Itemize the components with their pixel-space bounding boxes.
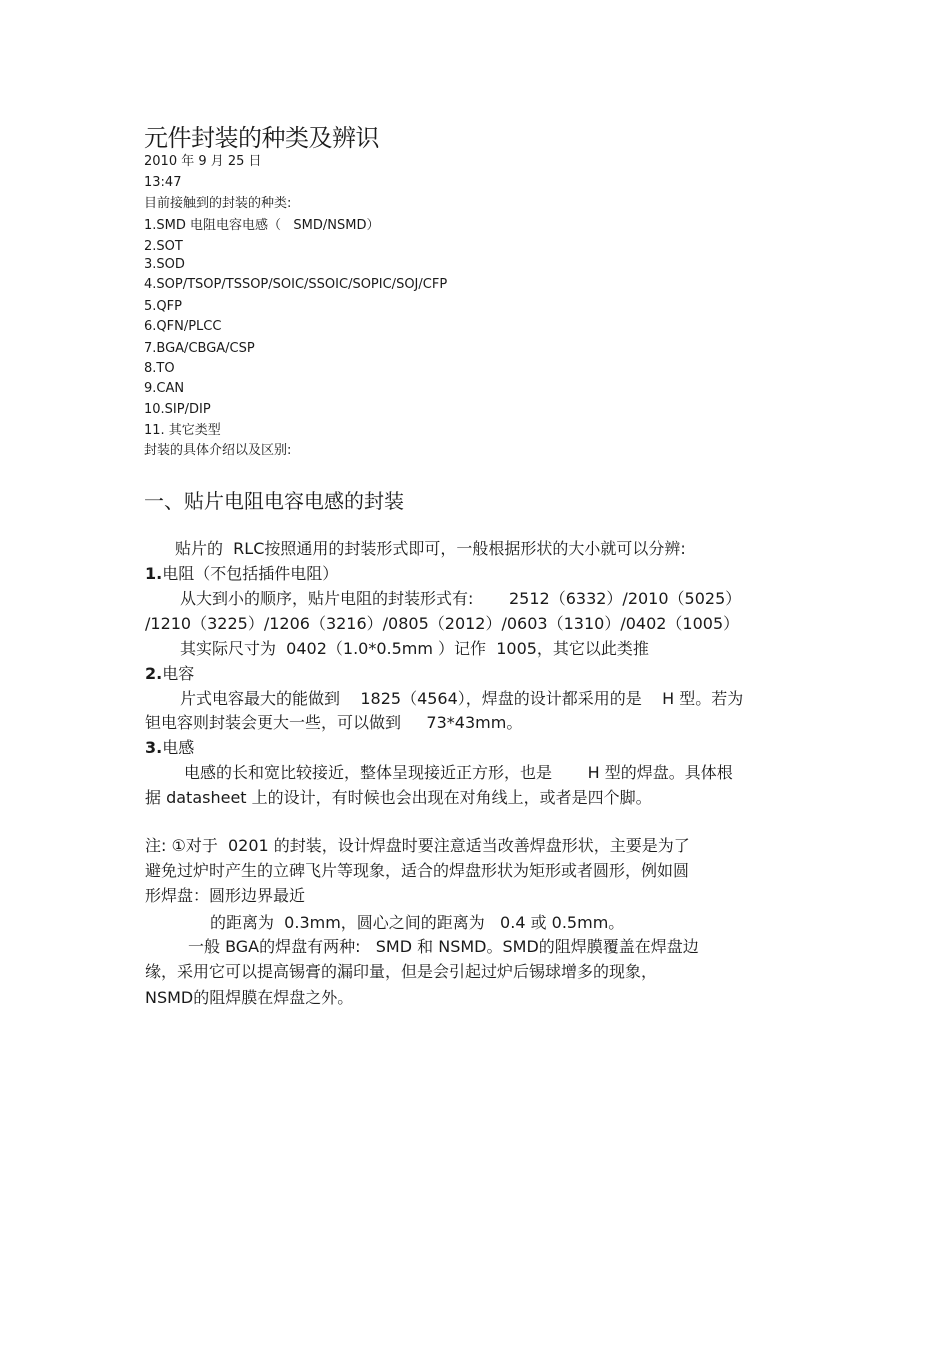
list-item: 2.SOT [144,239,183,254]
bga-line: 一般 BGA的焊盘有两种: SMD 和 NSMD。SMD的阻焊膜覆盖在焊盘边 [188,937,699,956]
list-item: 7.BGA/CBGA/CSP [144,341,255,356]
note-line: 注: ①对于 0201 的封装，设计焊盘时要注意适当改善焊盘形状，主要是为了 [145,836,690,855]
resistor-heading [145,564,338,584]
bga-line: 缘，采用它可以提高锡膏的漏印量，但是会引起过炉后锡球增多的现象， [145,962,658,981]
list-item: 10.SIP/DIP [144,402,211,417]
date-line: 2010 年 9 月 25 日 [144,154,262,169]
detail-intro: 封装的具体介绍以及区别: [144,443,292,458]
inductor-line: 据 datasheet 上的设计，有时候也会出现在对角线上，或者是四个脚。 [145,788,652,807]
capacitor-line: 片式电容最大的能做到 1825（4564），焊盘的设计都采用的是 H 型。若为 [180,689,744,708]
note-line: 的距离为 0.3mm，圆心之间的距离为 0.4 或 0.5mm。 [210,913,625,932]
list-item: 3.SOD [144,257,185,272]
note-line: 避免过炉时产生的立碑飞片等现象，适合的焊盘形状为矩形或者圆形，例如圆 [145,861,690,880]
note-line: 形焊盘：圆形边界最近 [145,886,306,905]
resistor-line: /1210（3225）/1206（3216）/0805（2012）/0603（1310）/0402（1005） [145,614,740,633]
heading-text: 电感 [162,738,195,757]
heading-number: 3. [145,738,163,757]
list-item: 8.TO [144,361,175,376]
heading-text: 电阻（不包括插件电阻） [162,564,339,583]
list-item: 11. 其它类型 [144,423,221,438]
section-heading: 一、贴片电阻电容电感的封装 [144,489,404,513]
resistor-line: 其实际尺寸为 0402（1.0*0.5mm ）记作 1005，其它以此类推 [180,639,649,658]
intro-line: 目前接触到的封装的种类: [144,196,292,211]
bga-line: NSMD的阻焊膜在焊盘之外。 [145,988,354,1007]
capacitor-line: 钽电容则封装会更大一些，可以做到 73*43mm。 [145,713,523,732]
page-title: 元件封装的种类及辨识 [144,124,379,152]
capacitor-heading [145,664,194,684]
inductor-line: 电感的长和宽比较接近，整体呈现接近正方形，也是 H 型的焊盘。具体根 [184,763,733,782]
heading-number: 2. [145,664,163,683]
resistor-line: 从大到小的顺序，贴片电阻的封装形式有: 2512（6332）/2010（5025） [180,589,742,608]
paragraph-rlc: 贴片的 RLC按照通用的封装形式即可，一般根据形状的大小就可以分辨: [175,539,686,558]
list-item: 4.SOP/TSOP/TSSOP/SOIC/SSOIC/SOPIC/SOJ/CFP [144,277,448,292]
list-item: 1.SMD 电阻电容电感（ SMD/NSMD） [144,218,380,233]
time-line: 13:47 [144,175,182,190]
list-item: 5.QFP [144,299,182,314]
heading-number: 1. [145,564,163,583]
inductor-heading [145,738,194,758]
heading-text: 电容 [162,664,195,683]
list-item: 6.QFN/PLCC [144,319,222,334]
list-item: 9.CAN [144,381,185,396]
